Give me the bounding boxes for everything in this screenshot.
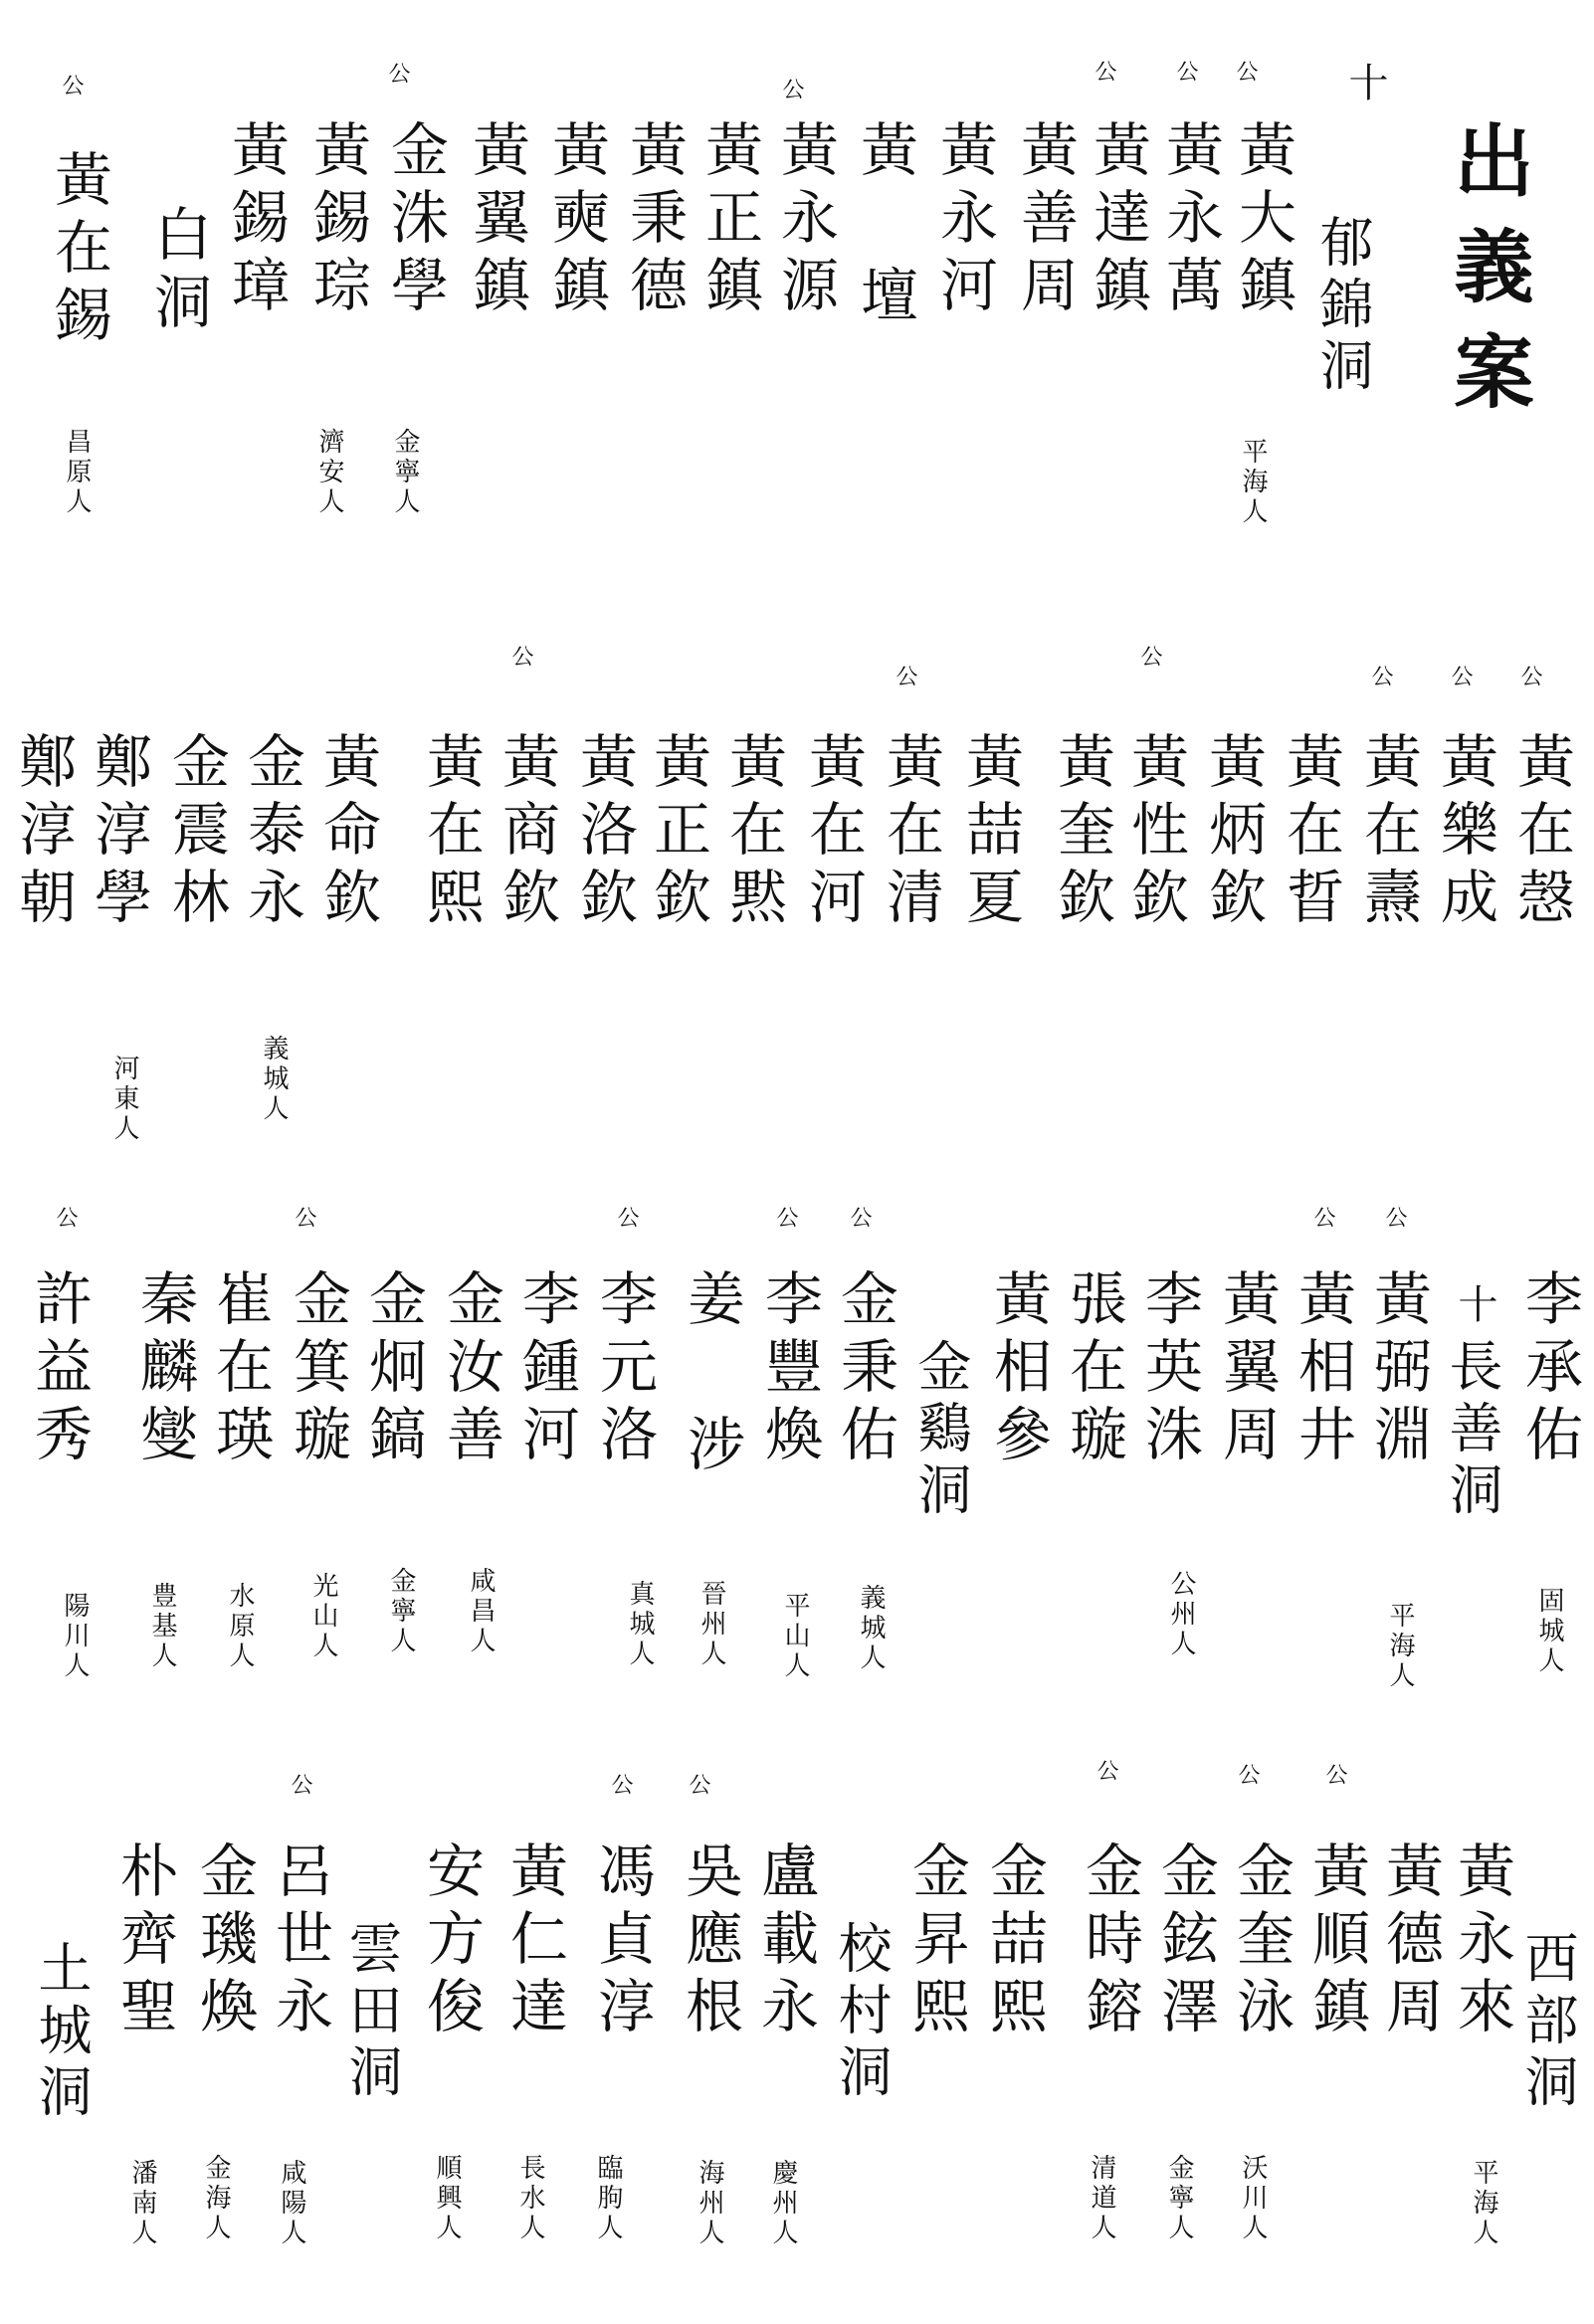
name-entry: 黃秉德 [620,119,688,322]
name-entry: 黃德周 [1376,1840,1444,2043]
origin-label: 沃川人 [1238,2154,1268,2243]
gong-mark: 公 [288,1773,312,1795]
origin-label: 平山人 [780,1592,810,1681]
gong-mark: 公 [1094,1759,1118,1781]
name-entry: 金時鎔 [1076,1840,1143,2043]
name-entry: 秦麟燮 [130,1268,198,1471]
name-entry: 黃永來 [1448,1840,1515,2043]
name-entry: 黃相井 [1289,1268,1356,1471]
gong-mark: 公 [508,645,533,667]
name-entry: 安方俊 [417,1840,485,2043]
name-entry: 黃樂成 [1431,731,1498,934]
name-entry: 黃翼周 [1213,1268,1281,1471]
origin-label: 固城人 [1534,1587,1564,1676]
name-entry: 黃洛欽 [570,731,638,934]
document-title: 出義案 [1441,119,1534,436]
gong-mark: 公 [1233,60,1258,82]
name-entry: 金箕璇 [284,1268,351,1471]
name-entry: 鄭淳朝 [9,731,77,934]
origin-label: 金寧人 [390,428,420,517]
village-name: 土城洞 [30,1940,93,2125]
origin-label: 公州人 [1166,1570,1196,1659]
gong-mark: 公 [385,62,410,84]
origin-label: 順興人 [432,2154,462,2243]
gong-mark: 公 [773,1206,798,1228]
name-entry: 黃正鎮 [696,119,763,322]
cross-mark: 十 [1452,1283,1497,1323]
name-entry: 金喆熙 [980,1840,1048,2043]
origin-label: 水原人 [225,1582,255,1671]
gong-mark: 公 [1310,1206,1335,1228]
name-entry: 黃永源 [771,119,839,322]
village-name: 金鷄洞 [909,1338,972,1523]
name-entry: 黃在愨 [1507,731,1575,934]
name-entry: 黃錫璋 [222,119,290,322]
gong-mark: 公 [1137,645,1162,667]
name-entry: 黃善周 [1011,119,1079,322]
origin-label: 河東人 [109,1055,139,1144]
origin-label: 真城人 [625,1580,655,1669]
name-entry: 黃弼淵 [1364,1268,1432,1471]
name-entry: 黃錫琮 [303,119,371,322]
name-entry: 金洙學 [381,119,449,322]
name-entry: 黃在燾 [1354,731,1422,934]
name-entry: 金炯鎬 [359,1268,427,1471]
gong-mark: 公 [1368,665,1393,686]
origin-label: 豊基人 [147,1582,177,1671]
name-entry: 黃達鎮 [1084,119,1151,322]
gong-mark: 公 [1235,1763,1260,1785]
name-entry: 金泰永 [238,731,305,934]
origin-label: 陽川人 [60,1592,90,1681]
name-entry: 金奎泳 [1227,1840,1295,2043]
origin-label: 平海人 [1385,1602,1415,1691]
name-entry: 黃商欽 [493,731,560,934]
village-name: 郁錦洞 [1311,214,1374,399]
gong-mark: 公 [893,665,917,686]
name-entry: 金鉉澤 [1151,1840,1219,2043]
gong-mark: 公 [1322,1763,1347,1785]
gong-mark: 公 [779,78,804,99]
name-entry: 黃正欽 [644,731,711,934]
name-entry: 李豐煥 [755,1268,823,1471]
name-entry: 黃喆夏 [956,731,1024,934]
name-entry: 黃在河 [799,731,867,934]
name-entry: 金汝善 [437,1268,504,1471]
name-entry: 黃仁達 [500,1840,568,2043]
origin-label: 咸陽人 [277,2159,306,2248]
origin-label: 海州人 [695,2159,724,2248]
name-entry: 黃性欽 [1121,731,1189,934]
gong-mark: 公 [53,1206,78,1228]
name-entry: 黃在錫 [45,149,112,352]
origin-label: 咸昌人 [466,1567,496,1656]
gong-mark: 公 [59,74,84,96]
gong-mark: 公 [1448,665,1473,686]
origin-label: 潘南人 [127,2159,157,2248]
name-entry: 黃命欽 [313,731,381,934]
name-entry: 黃奎欽 [1048,731,1115,934]
name-entry: 黃 壇 [851,119,918,332]
name-entry: 朴齊聖 [110,1840,178,2043]
origin-label: 金海人 [201,2154,231,2243]
name-entry: 黃相參 [984,1268,1052,1471]
name-entry: 黃在晢 [1277,731,1344,934]
name-entry: 金昇熙 [902,1840,970,2043]
name-entry: 李英洙 [1135,1268,1203,1471]
origin-label: 金寧人 [1164,2154,1194,2243]
name-entry: 崔在瑛 [206,1268,274,1471]
origin-label: 光山人 [308,1572,338,1661]
origin-label: 昌原人 [62,428,92,517]
gong-mark: 公 [614,1206,639,1228]
gong-mark: 公 [608,1773,633,1795]
name-entry: 吳應根 [676,1840,743,2043]
gong-mark: 公 [847,1206,872,1228]
origin-label: 清道人 [1087,2154,1116,2243]
name-entry: 黃順鎮 [1302,1840,1370,2043]
origin-label: 平海人 [1469,2159,1498,2248]
origin-label: 臨朐人 [593,2154,623,2243]
gong-mark: 公 [292,1206,316,1228]
village-name: 長善洞 [1441,1338,1503,1523]
name-entry: 姜 涉 [678,1268,745,1481]
origin-label: 平海人 [1238,438,1268,527]
name-entry: 黃永河 [930,119,998,322]
village-name: 校村洞 [830,1920,893,2105]
gong-mark: 公 [686,1773,710,1795]
name-entry: 李元洛 [590,1268,658,1471]
origin-label: 長水人 [515,2154,545,2243]
origin-label: 濟安人 [314,428,344,517]
name-entry: 金璣煥 [190,1840,258,2043]
cross-mark: 十 [1342,62,1388,101]
origin-label: 晉州人 [697,1580,726,1669]
name-entry: 黃在黙 [719,731,787,934]
name-entry: 白洞 [144,204,212,339]
name-entry: 李鍾河 [512,1268,580,1471]
name-entry: 李承佑 [1515,1268,1583,1471]
name-entry: 鄭淳學 [85,731,152,934]
gong-mark: 公 [1382,1206,1407,1228]
name-entry: 盧載永 [751,1840,819,2043]
gong-mark: 公 [1173,60,1198,82]
name-entry: 黃永萬 [1156,119,1224,322]
village-name: 雲田洞 [340,1920,403,2105]
gong-mark: 公 [1517,665,1542,686]
name-entry: 張在璇 [1060,1268,1127,1471]
gong-mark: 公 [1092,60,1116,82]
name-entry: 黃在清 [877,731,944,934]
name-entry: 黃大鎮 [1229,119,1296,322]
name-entry: 金震林 [162,731,230,934]
name-entry: 黃翼鎮 [463,119,530,322]
name-entry: 金秉佑 [831,1268,898,1471]
origin-label: 慶州人 [768,2159,798,2248]
origin-label: 義城人 [856,1584,886,1673]
name-entry: 呂世永 [266,1840,333,2043]
name-entry: 黃奭鎮 [542,119,610,322]
origin-label: 金寧人 [386,1567,416,1656]
name-entry: 許益秀 [25,1268,93,1471]
origin-label: 義城人 [259,1035,289,1124]
name-entry: 黃在熙 [417,731,485,934]
name-entry: 馮貞淳 [588,1840,656,2043]
village-name: 西部洞 [1516,1930,1579,2115]
name-entry: 黃炳欽 [1199,731,1267,934]
